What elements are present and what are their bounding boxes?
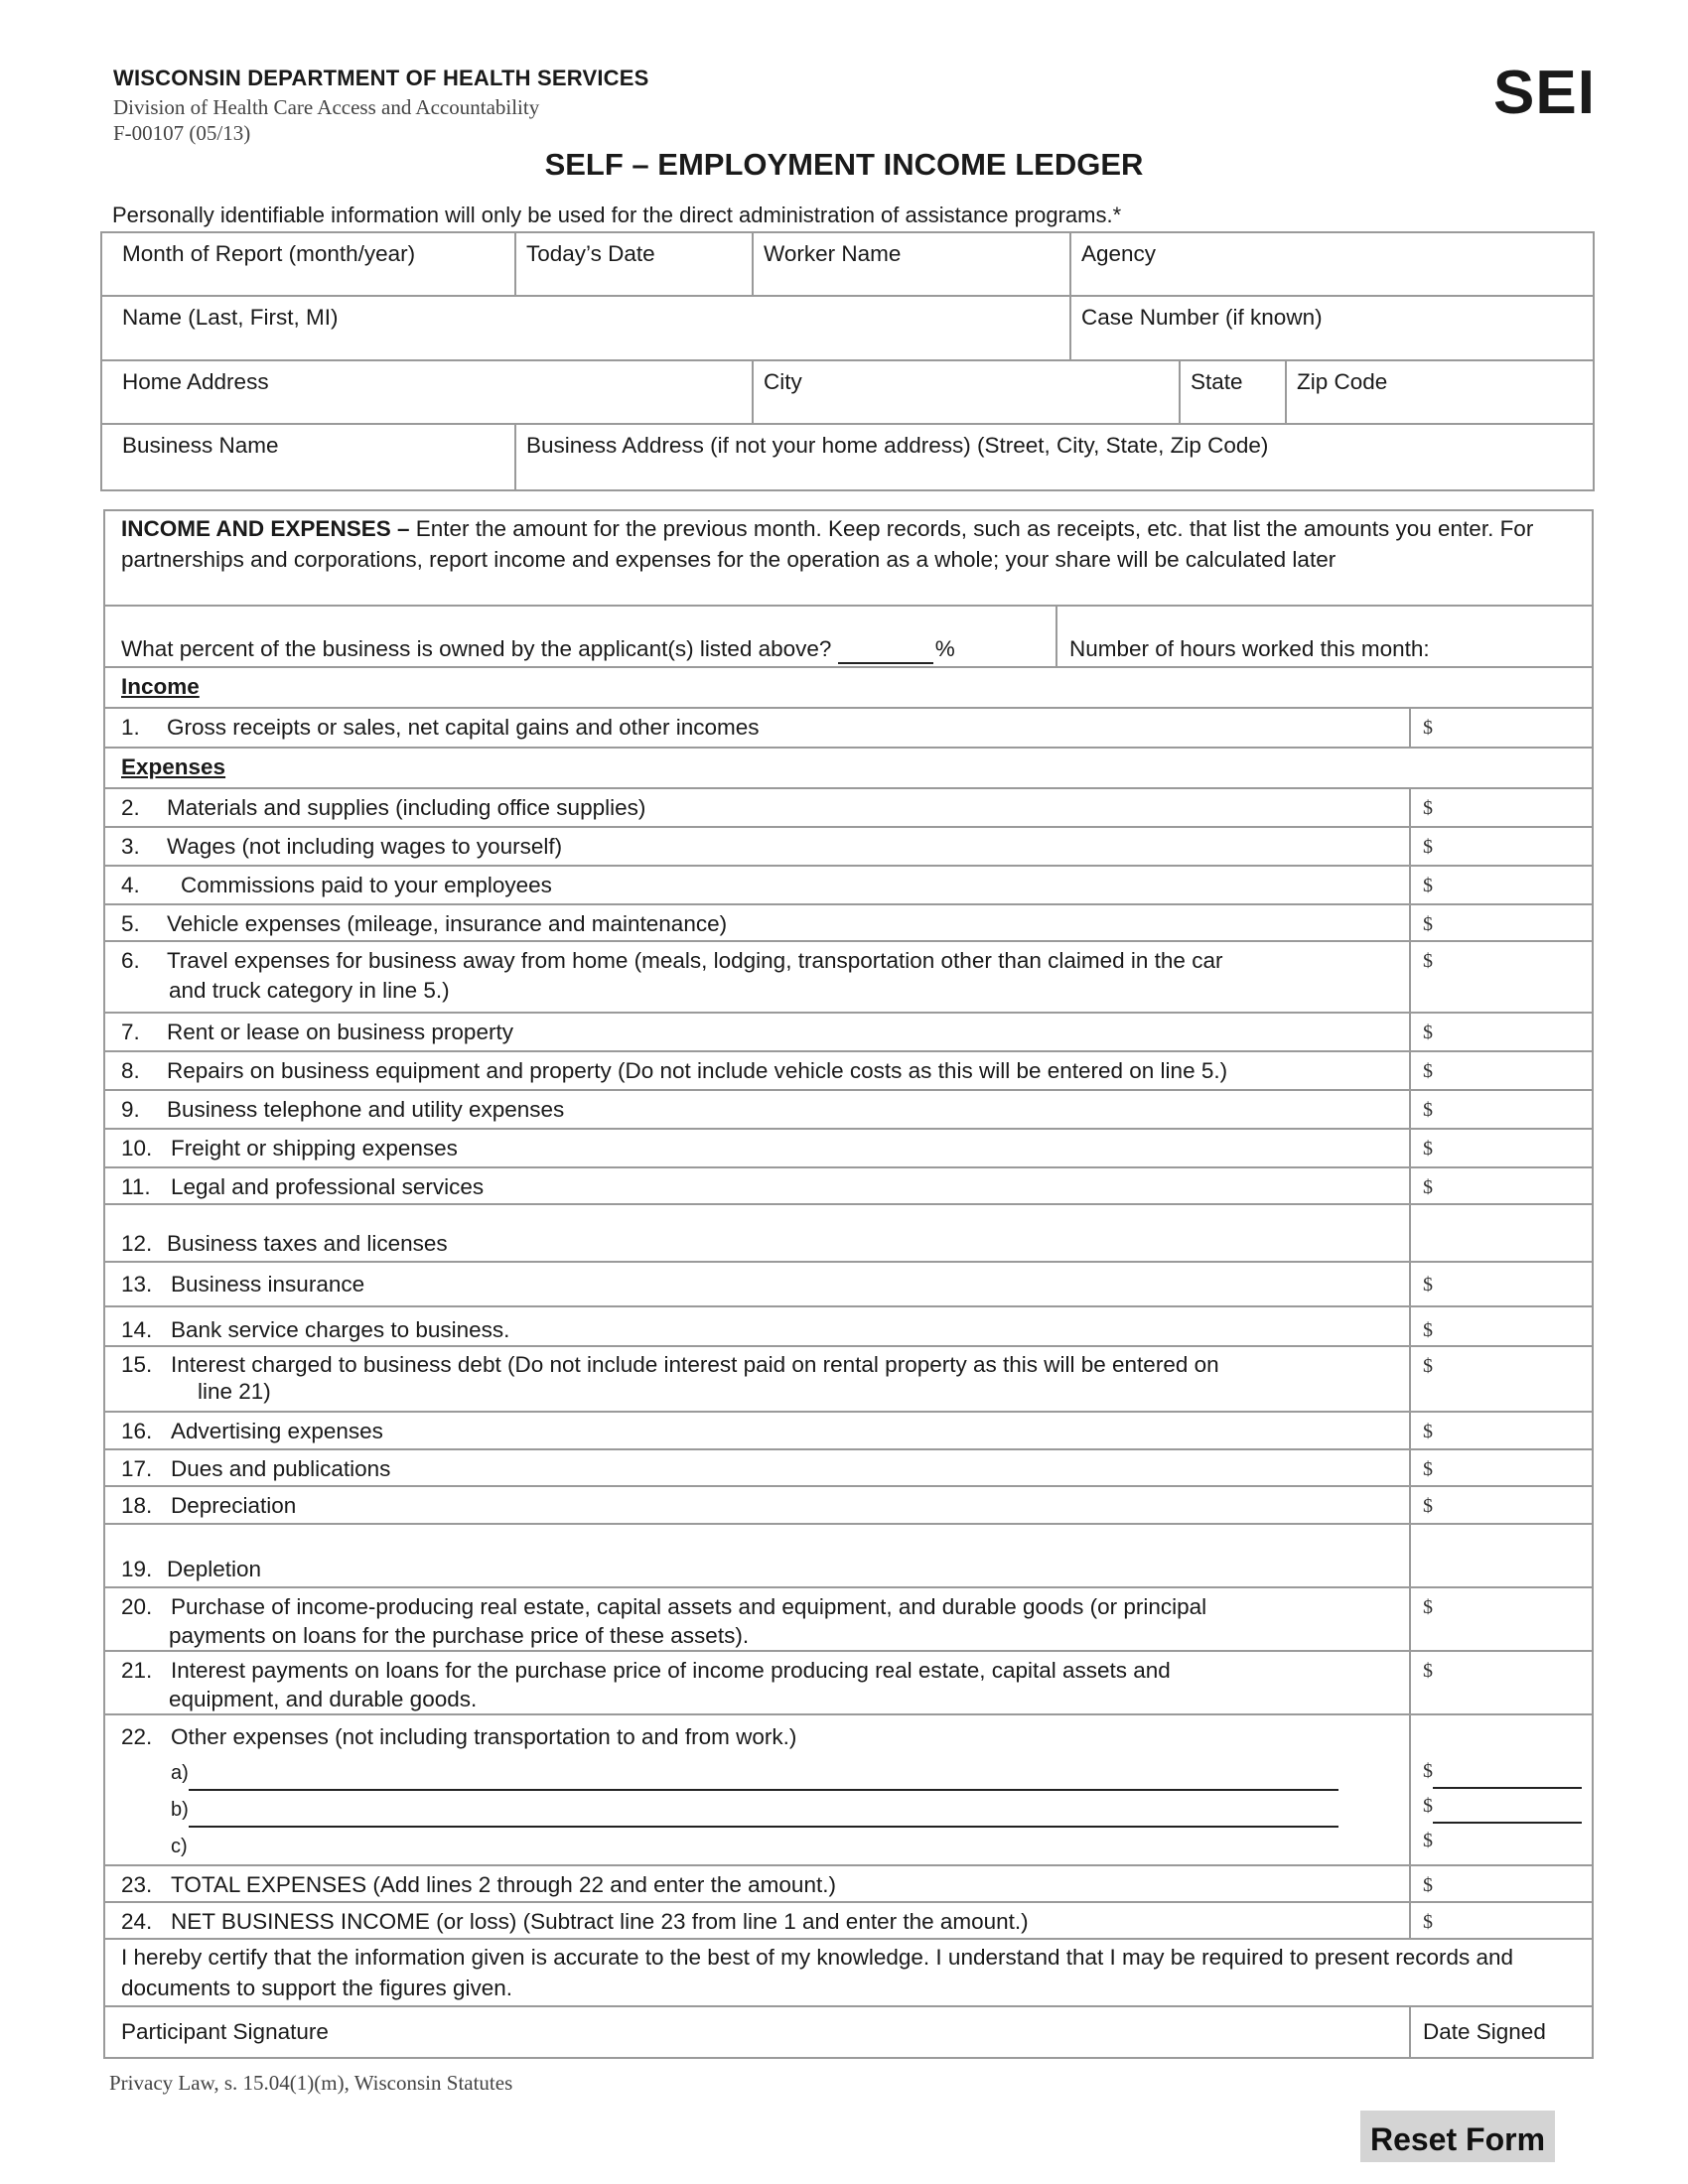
line-number: 21. (121, 1658, 153, 1683)
expenses-heading-row (104, 748, 1593, 788)
line-label: TOTAL EXPENSES (Add lines 2 through 22 and enter the amount.) (171, 1872, 836, 1897)
line-4-amount[interactable] (1410, 866, 1593, 904)
line-label-continued: line 21) (198, 1379, 271, 1404)
line-23-amount[interactable] (1410, 1865, 1593, 1902)
dollar-sign: $ (1423, 1421, 1433, 1442)
dollar-sign: $ (1423, 1830, 1433, 1851)
line-number: 9. (121, 1097, 140, 1122)
line-number: 11. (121, 1174, 151, 1199)
line-2-amount[interactable] (1410, 788, 1593, 827)
line-label: Materials and supplies (including office supplies) (167, 795, 646, 820)
dollar-sign: $ (1423, 1273, 1433, 1296)
agency-field[interactable] (1070, 232, 1594, 296)
dollar-sign: $ (1423, 1458, 1433, 1480)
line-20-amount[interactable] (1410, 1587, 1593, 1651)
line-label: Gross receipts or sales, net capital gains and other incomes (167, 715, 760, 740)
privacy-note: Personally identifiable information will only be used for the direct administration of assistance programs.* (112, 203, 1122, 227)
line-22c-amount[interactable] (1433, 1827, 1582, 1846)
ownership-percent-field[interactable] (104, 606, 1056, 667)
line-18-amount[interactable] (1410, 1486, 1593, 1524)
line-label: Rent or lease on business property (167, 1020, 513, 1044)
form-code: SEI (1493, 59, 1596, 127)
dollar-sign: $ (1423, 1911, 1433, 1933)
dollar-sign: $ (1423, 1099, 1433, 1121)
line-number: 15. (121, 1352, 153, 1377)
line-5-row (104, 904, 1410, 941)
business-name-label: Business Name (122, 433, 279, 458)
ledger-intro (104, 510, 1593, 606)
hours-worked-label: Number of hours worked this month: (1069, 636, 1430, 661)
date-signed-label: Date Signed (1423, 2019, 1546, 2044)
todays-date-field[interactable] (515, 232, 753, 296)
line-16-amount[interactable] (1410, 1412, 1593, 1449)
line-20-row (104, 1587, 1410, 1651)
dollar-sign: $ (1423, 1874, 1433, 1896)
hours-worked-field[interactable] (1056, 606, 1593, 667)
line-label: Advertising expenses (171, 1419, 383, 1443)
ownership-percent-label: What percent of the business is owned by the applicant(s) listed above? (121, 636, 832, 661)
line-number: 23. (121, 1872, 153, 1897)
income-heading-row (104, 667, 1593, 708)
dollar-sign: $ (1423, 1495, 1433, 1517)
city-label: City (764, 369, 802, 394)
percent-sign: % (934, 636, 955, 661)
line-14-row (104, 1306, 1410, 1346)
line-label-continued: payments on loans for the purchase price of these assets). (169, 1623, 750, 1648)
line-label-continued: equipment, and durable goods. (169, 1687, 478, 1711)
line-number: 4. (121, 873, 140, 897)
line-3-row (104, 827, 1410, 866)
state-field[interactable] (1180, 360, 1286, 424)
line-12-row (104, 1204, 1410, 1262)
line-12-amount[interactable] (1410, 1204, 1593, 1262)
line-label: Repairs on business equipment and property (Do not include vehicle costs as this will be entered on line 5.) (167, 1058, 1228, 1083)
line-number: 20. (121, 1594, 153, 1619)
line-number: 22. (121, 1724, 153, 1749)
certification-statement (104, 1939, 1593, 2006)
line-number: 2. (121, 795, 140, 820)
line-number: 8. (121, 1058, 140, 1083)
division-name: Division of Health Care Access and Accountability (113, 95, 540, 119)
business-address-label: Business Address (if not your home address) (Street, City, State, Zip Code) (526, 433, 1269, 458)
line-11-row (104, 1167, 1410, 1204)
income-heading: Income (121, 674, 200, 699)
dollar-sign: $ (1423, 1355, 1433, 1377)
line-number: 12. (121, 1231, 153, 1256)
line-6-amount[interactable] (1410, 941, 1593, 1013)
line-2-row (104, 788, 1410, 827)
line-number: 19. (121, 1557, 153, 1581)
participant-signature-label: Participant Signature (121, 2019, 329, 2044)
line-19-amount[interactable] (1410, 1524, 1593, 1587)
line-10-amount[interactable] (1410, 1129, 1593, 1167)
line-8-amount[interactable] (1410, 1051, 1593, 1090)
line-label: Wages (not including wages to yourself) (167, 834, 563, 859)
line-number: 13. (121, 1271, 153, 1297)
page-title: SELF – EMPLOYMENT INCOME LEDGER (544, 147, 1144, 182)
line-9-amount[interactable] (1410, 1090, 1593, 1129)
home-address-label: Home Address (122, 369, 269, 394)
line-23-row (104, 1865, 1410, 1902)
name-field[interactable] (101, 296, 1070, 360)
zip-code-field[interactable] (1286, 360, 1594, 424)
line-22b-amount[interactable] (1433, 1802, 1582, 1824)
privacy-law-citation: Privacy Law, s. 15.04(1)(m), Wisconsin Statutes (109, 2071, 513, 2095)
line-22b-description[interactable] (189, 1806, 1338, 1828)
month-of-report-field[interactable] (101, 232, 515, 296)
dollar-sign: $ (1423, 1176, 1433, 1198)
line-number: 5. (121, 911, 140, 936)
participant-signature-field[interactable] (104, 2006, 1410, 2058)
dollar-sign: $ (1423, 1319, 1433, 1341)
line-number: 14. (121, 1317, 153, 1342)
ownership-percent-blank[interactable] (838, 662, 933, 664)
line-number: 18. (121, 1493, 153, 1518)
line-22c-label: c) (171, 1836, 188, 1857)
ledger-intro-heading: INCOME AND EXPENSES – (121, 516, 410, 541)
line-number: 3. (121, 834, 140, 859)
line-number: 10. (121, 1136, 153, 1160)
line-label: Interest payments on loans for the purchase price of income producing real estate, capital assets and (171, 1658, 1171, 1683)
ledger-intro-text: Enter the amount for the previous month. Keep records, such as receipts, etc. that list the amounts you enter. For partnerships and corporations, report income and expenses for the operation as a whole; your share will be calculated later (121, 516, 1534, 572)
line-label: Depletion (167, 1557, 262, 1581)
dollar-sign: $ (1423, 875, 1433, 896)
income-expenses-ledger (103, 509, 1594, 2059)
month-of-report-label: Month of Report (month/year) (122, 241, 416, 266)
line-label: Depreciation (171, 1493, 297, 1518)
line-22-row (104, 1714, 1410, 1865)
case-number-field[interactable] (1070, 296, 1594, 360)
line-number: 24. (121, 1909, 153, 1934)
line-number: 17. (121, 1456, 153, 1481)
city-field[interactable] (753, 360, 1180, 424)
line-15-row (104, 1346, 1410, 1412)
line-label: Commissions paid to your employees (181, 873, 552, 897)
line-22-amounts (1410, 1714, 1593, 1865)
identification-grid (100, 231, 1595, 491)
line-label: Business taxes and licenses (167, 1231, 448, 1256)
line-number: 1. (121, 715, 140, 740)
todays-date-label: Today’s Date (526, 241, 655, 266)
agency-label: Agency (1081, 241, 1157, 266)
business-name-field[interactable] (101, 424, 515, 490)
dollar-sign: $ (1423, 836, 1433, 858)
line-17-amount[interactable] (1410, 1449, 1593, 1486)
line-22b-label: b) (171, 1799, 189, 1821)
name-label: Name (Last, First, MI) (122, 305, 339, 330)
line-number: 7. (121, 1020, 140, 1044)
line-label: Bank service charges to business. (171, 1317, 510, 1342)
line-9-row (104, 1090, 1410, 1129)
dollar-sign: $ (1423, 913, 1433, 935)
line-7-amount[interactable] (1410, 1013, 1593, 1051)
case-number-label: Case Number (if known) (1081, 305, 1323, 330)
line-6-row (104, 941, 1410, 1013)
line-15-amount[interactable] (1410, 1346, 1593, 1412)
dollar-sign: $ (1423, 1138, 1433, 1160)
state-label: State (1191, 369, 1243, 394)
date-signed-field[interactable] (1410, 2006, 1593, 2058)
line-label: NET BUSINESS INCOME (or loss) (Subtract line 23 from line 1 and enter the amount.) (171, 1909, 1029, 1934)
line-label: Legal and professional services (171, 1174, 485, 1199)
line-4-row (104, 866, 1410, 904)
line-24-amount[interactable] (1410, 1902, 1593, 1939)
line-label: Dues and publications (171, 1456, 391, 1481)
line-11-amount[interactable] (1410, 1167, 1593, 1204)
dollar-sign: $ (1423, 1060, 1433, 1082)
line-21-amount[interactable] (1410, 1651, 1593, 1714)
line-3-amount[interactable] (1410, 827, 1593, 866)
line-label: Purchase of income-producing real estate, capital assets and equipment, and durable goods (or principal (171, 1594, 1207, 1619)
line-number: 6. (121, 948, 140, 973)
dollar-sign: $ (1423, 717, 1433, 739)
line-5-amount[interactable] (1410, 904, 1593, 941)
dollar-sign: $ (1423, 1022, 1433, 1043)
line-label: Business insurance (171, 1271, 365, 1297)
line-1-amount[interactable] (1410, 708, 1593, 748)
line-17-row (104, 1449, 1410, 1486)
form-number: F-00107 (05/13) (113, 121, 251, 145)
line-19-row (104, 1524, 1410, 1587)
dollar-sign: $ (1423, 950, 1433, 972)
line-label: Freight or shipping expenses (171, 1136, 458, 1160)
line-18-row (104, 1486, 1410, 1524)
line-label: Business telephone and utility expenses (167, 1097, 565, 1122)
line-22a-label: a) (171, 1762, 189, 1784)
line-22a-description[interactable] (189, 1769, 1338, 1791)
dollar-sign: $ (1423, 797, 1433, 819)
line-13-row (104, 1262, 1410, 1306)
line-label: Travel expenses for business away from home (meals, lodging, transportation other than claimed in the car (167, 948, 1223, 973)
line-label-continued: and truck category in line 5.) (169, 978, 450, 1003)
expenses-heading: Expenses (121, 754, 226, 779)
line-14-amount[interactable] (1410, 1306, 1593, 1346)
line-1-row (104, 708, 1410, 748)
line-label: Vehicle expenses (mileage, insurance and maintenance) (167, 911, 728, 936)
line-16-row (104, 1412, 1410, 1449)
line-22a-amount[interactable] (1433, 1767, 1582, 1789)
dollar-sign: $ (1423, 1596, 1433, 1618)
line-label: Interest charged to business debt (Do not include interest paid on rental property as this will be entered on (171, 1352, 1219, 1377)
dollar-sign: $ (1423, 1760, 1433, 1782)
line-7-row (104, 1013, 1410, 1051)
reset-form-button[interactable]: Reset Form (1360, 2111, 1555, 2162)
dollar-sign: $ (1423, 1660, 1433, 1682)
line-10-row (104, 1129, 1410, 1167)
line-label: Other expenses (not including transportation to and from work.) (171, 1724, 797, 1749)
line-8-row (104, 1051, 1410, 1090)
line-21-row (104, 1651, 1410, 1714)
worker-name-field[interactable] (753, 232, 1070, 296)
certification-text: I hereby certify that the information given is accurate to the best of my knowledge. I understand that I may be required to present records and documents to support the figures given. (121, 1945, 1514, 2000)
worker-name-label: Worker Name (764, 241, 902, 266)
home-address-field[interactable] (101, 360, 753, 424)
line-13-amount[interactable] (1410, 1262, 1593, 1306)
zip-code-label: Zip Code (1297, 369, 1388, 394)
line-number: 16. (121, 1419, 153, 1443)
line-24-row (104, 1902, 1410, 1939)
dollar-sign: $ (1423, 1795, 1433, 1817)
business-address-field[interactable] (515, 424, 1594, 490)
department-name: WISCONSIN DEPARTMENT OF HEALTH SERVICES (113, 66, 649, 90)
